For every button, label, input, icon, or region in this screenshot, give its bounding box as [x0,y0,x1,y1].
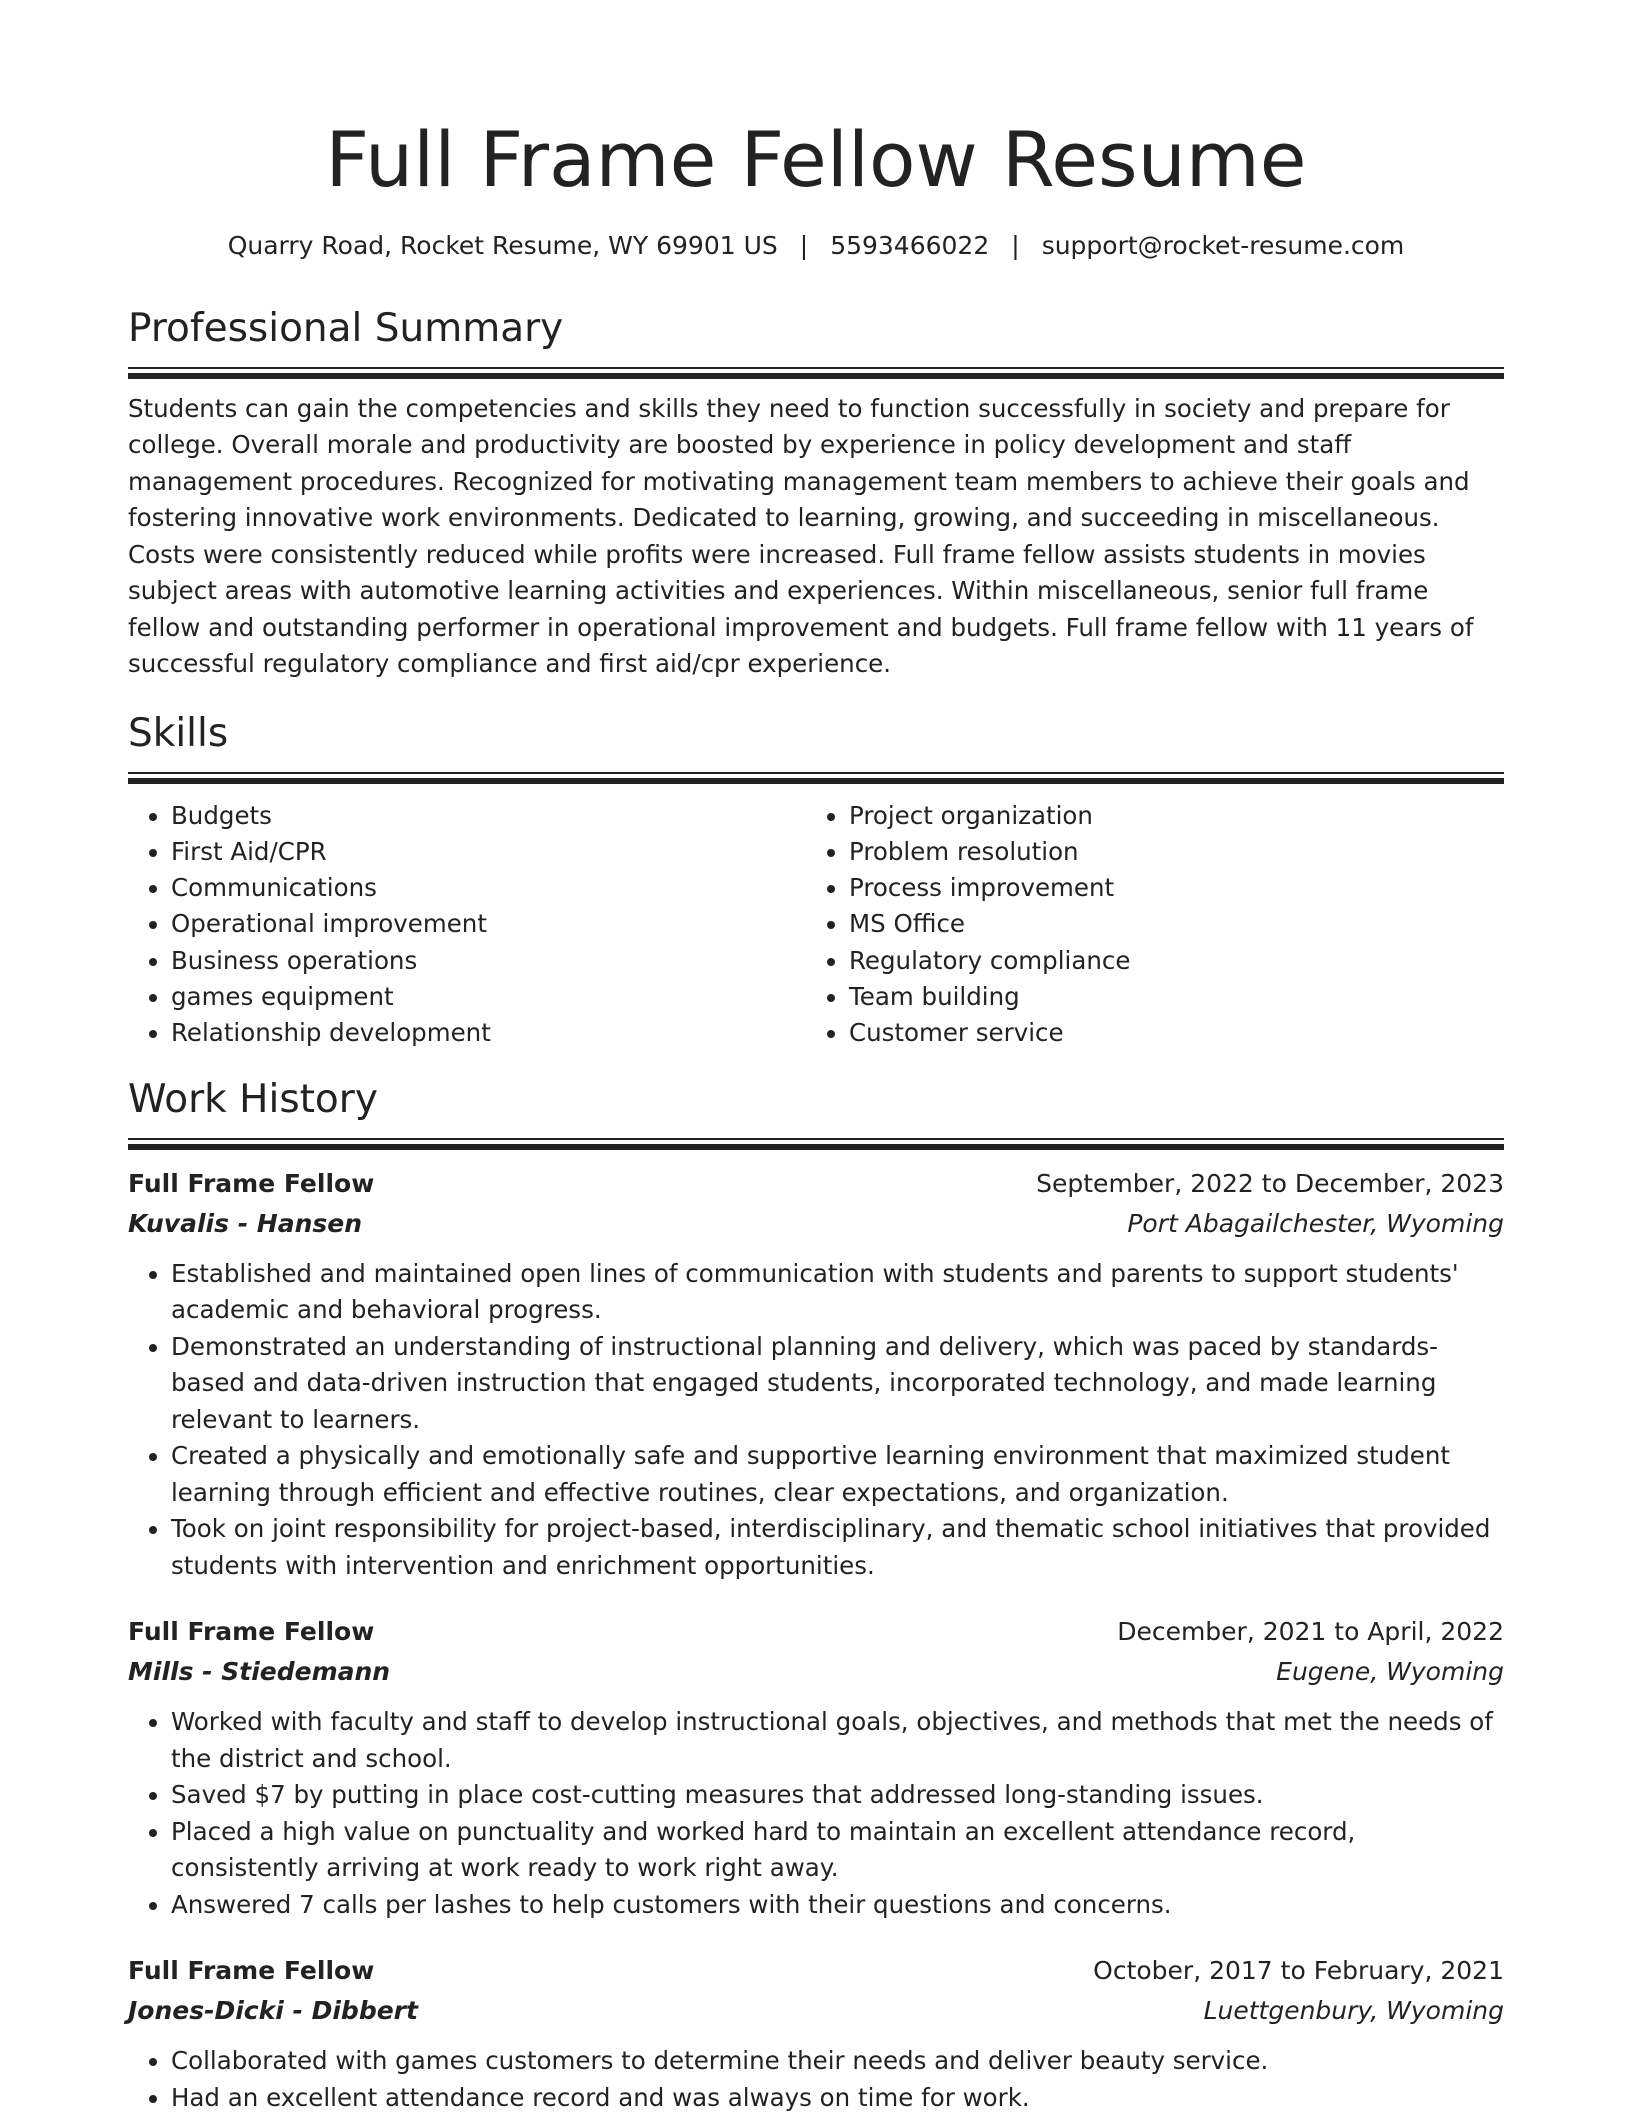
job-bullet: • Took on joint responsibility for project-based, interdisciplinary, and thematic school initiatives that provided students with intervention and enrichment opportunities. [171,1511,1504,1584]
skill-item: • Customer service [849,1015,1484,1051]
work-history-heading: Work History [128,1077,378,1123]
job-bullets [128,1704,1504,1923]
job-bullets [128,2043,1504,2116]
skill-item: • Team building [849,979,1484,1015]
skills-column-right [806,798,1484,1051]
job-dates: October, 2017 to February, 2021 [1093,1956,1504,1986]
contact-email: support@rocket-resume.com [1041,230,1405,260]
job-title: Full Frame Fellow [128,1956,375,1986]
section-divider [128,772,1504,784]
contact-separator: | [1011,230,1020,260]
summary-section [128,306,1504,683]
summary-heading: Professional Summary [128,306,564,352]
skills-list [128,798,1504,1051]
skill-item: • Business operations [171,943,806,979]
job-dates: December, 2021 to April, 2022 [1117,1617,1504,1647]
work-history-section [128,1077,1504,2116]
job-company: Kuvalis - Hansen [128,1208,362,1238]
skill-item: • First Aid/CPR [171,834,806,870]
skills-heading: Skills [128,710,229,756]
skill-item: • Project organization [849,798,1484,834]
job-subheader [128,1991,1504,2031]
job-bullet: • Placed a high value on punctuality and worked hard to maintain an excellent attendance record, consistently arriving at work ready to work right away. [171,1814,1504,1887]
skill-item: • Regulatory compliance [849,943,1484,979]
job-bullet: • Saved $7 by putting in place cost-cutting measures that addressed long-standing issues. [171,1777,1504,1814]
skill-item: • Budgets [171,798,806,834]
job-entry [128,1951,1504,2116]
summary-text: Students can gain the competencies and skills they need to function successfully in society and prepare for college. Overall morale and productivity are boosted by experience in policy development and staff management procedures. Recognized for motivating management team members to achieve their goals and fostering innovative work environments. Dedicated to learning, growing, and succeeding in miscellaneous. Costs were consistently reduced while profits were increased. Full frame fellow assists students in movies subject areas with automotive learning activities and experiences. Within miscellaneous, senior full frame fellow and outstanding performer in operational improvement and budgets. Full frame fellow with 11 years of successful regulatory compliance and first aid/cpr experience. [128,393,1474,679]
job-subheader [128,1204,1504,1244]
job-subheader [128,1652,1504,1692]
job-title: Full Frame Fellow [128,1617,375,1647]
job-dates: September, 2022 to December, 2023 [1036,1168,1504,1198]
job-bullet: • Demonstrated an understanding of instructional planning and delivery, which was paced by standards-based and data-driven instruction that engaged students, incorporated technology, and made learning relevant to learners. [171,1329,1504,1439]
section-divider [128,1138,1504,1150]
skills-column-left [128,798,806,1051]
skill-item: • Operational improvement [171,906,806,942]
skill-item: • Communications [171,870,806,906]
job-bullet: • Had an excellent attendance record and was always on time for work. [171,2080,1504,2116]
job-location: Port Abagailchester, Wyoming [1127,1208,1504,1238]
skill-item: • games equipment [171,979,806,1015]
skill-item: • Relationship development [171,1015,806,1051]
contact-line [128,230,1504,263]
job-bullet: • Created a physically and emotionally safe and supportive learning environment that maximized student learning through efficient and effective routines, clear expectations, and organization. [171,1438,1504,1511]
contact-address: Quarry Road, Rocket Resume, WY 69901 US [227,230,778,260]
job-company: Mills - Stiedemann [128,1657,391,1687]
skill-item: • Problem resolution [849,834,1484,870]
skill-item: • MS Office [849,906,1484,942]
resume-name: Full Frame Fellow Resume [325,115,1307,204]
contact-separator: | [799,230,809,260]
job-location: Eugene, Wyoming [1276,1657,1504,1687]
job-title: Full Frame Fellow [128,1168,375,1198]
job-bullets [128,1256,1504,1585]
job-header [128,1612,1504,1652]
job-bullet: • Established and maintained open lines of communication with students and parents to support students' academic and behavioral progress. [171,1256,1504,1329]
job-entry [128,1164,1504,1585]
skills-section [128,711,1504,1051]
contact-phone: 5593466022 [830,230,990,260]
skill-item: • Process improvement [849,870,1484,906]
job-bullet: • Collaborated with games customers to determine their needs and deliver beauty service. [171,2043,1504,2080]
job-bullet: • Worked with faculty and staff to develop instructional goals, objectives, and methods that met the needs of the district and school. [171,1704,1504,1777]
job-location: Luettgenbury, Wyoming [1203,1996,1504,2026]
job-entry [128,1612,1504,1923]
job-header [128,1951,1504,1991]
job-bullet: • Answered 7 calls per lashes to help customers with their questions and concerns. [171,1887,1504,1924]
job-header [128,1164,1504,1204]
job-company: Jones-Dicki - Dibbert [128,1996,418,2026]
section-divider [128,367,1504,379]
